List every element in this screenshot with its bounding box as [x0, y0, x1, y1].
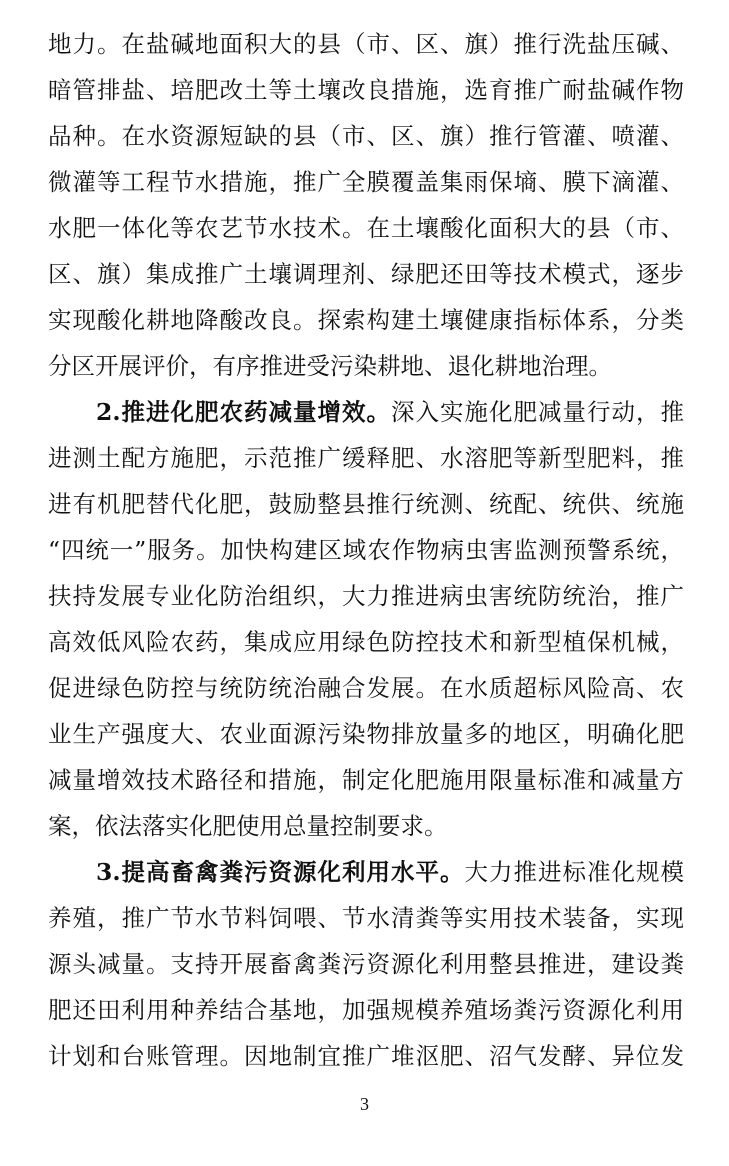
text-line: 暗管排盐、培肥改土等土壤改良措施，选育推广耐盐碱作物 [48, 76, 684, 104]
page-number: 3 [360, 1094, 369, 1114]
text-line: 减量增效技术路径和措施，制定化肥施用限量标准和减量方 [48, 766, 684, 794]
text-line: 养殖，推广节水节料饲喂、节水清粪等实用技术装备，实现 [48, 904, 684, 932]
text-line: 业生产强度大、农业面源污染物排放量多的地区，明确化肥 [48, 720, 684, 748]
paragraph-first-line [96, 852, 684, 892]
text-line: 高效低风险农药，集成应用绿色防控技术和新型植保机械， [48, 628, 684, 656]
text-line: 计划和台账管理。因地制宜推广堆沤肥、沼气发酵、异位发 [48, 1042, 684, 1070]
text-line: 分区开展评价，有序推进受污染耕地、退化耕地治理。 [48, 352, 612, 380]
text-line: 进有机肥替代化肥，鼓励整县推行统测、统配、统供、统施 [48, 490, 684, 518]
section-heading: 2.推进化肥农药减量增效。 [96, 398, 392, 426]
text-line: 进测土配方施肥，示范推广缓释肥、水溶肥等新型肥料，推 [48, 444, 684, 472]
text-line: 扶持发展专业化防治组织，大力推进病虫害统防统治，推广 [48, 582, 684, 610]
text-run: 深入实施化肥减量行动，推 [391, 398, 684, 426]
text-line: 地力。在盐碱地面积大的县（市、区、旗）推行洗盐压碱、 [48, 30, 684, 58]
text-line: 促进绿色防控与统防统治融合发展。在水质超标风险高、农 [48, 674, 684, 702]
paragraph-first-line [96, 392, 684, 432]
text-line: 源头减量。支持开展畜禽粪污资源化利用整县推进，建设粪 [48, 950, 684, 978]
text-line: “四统一”服务。加快构建区域农作物病虫害监测预警系统， [48, 536, 684, 564]
text-run: 大力推进标准化规模 [464, 858, 684, 886]
text-line: 区、旗）集成推广土壤调理剂、绿肥还田等技术模式，逐步 [48, 260, 684, 288]
text-line: 实现酸化耕地降酸改良。探索构建土壤健康指标体系，分类 [48, 306, 684, 334]
text-line: 品种。在水资源短缺的县（市、区、旗）推行管灌、喷灌、 [48, 122, 684, 150]
text-line: 微灌等工程节水措施，推广全膜覆盖集雨保墒、膜下滴灌、 [48, 168, 684, 196]
section-heading: 3.提高畜禽粪污资源化利用水平。 [96, 858, 465, 886]
text-line: 肥还田利用种养结合基地，加强规模养殖场粪污资源化利用 [48, 996, 684, 1024]
text-line: 水肥一体化等农艺节水技术。在土壤酸化面积大的县（市、 [48, 214, 684, 242]
text-line: 案，依法落实化肥使用总量控制要求。 [48, 812, 448, 840]
